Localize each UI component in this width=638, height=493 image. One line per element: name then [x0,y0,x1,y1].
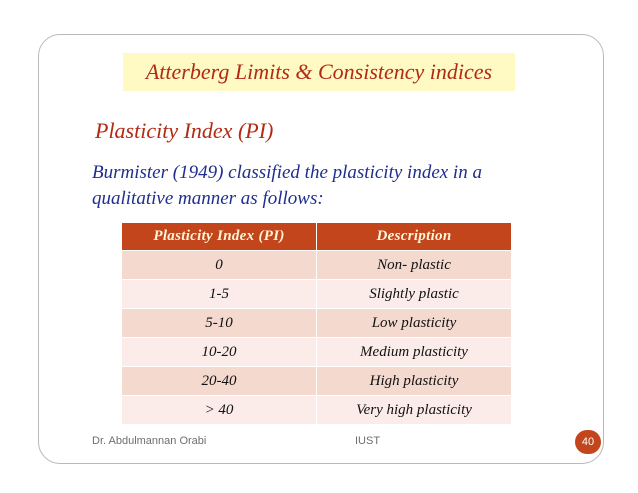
description-cell: Non- plastic [317,251,512,280]
plasticity-table [122,223,511,424]
pi-value-cell: 0 [122,251,317,280]
intro-paragraph [92,160,552,212]
footer-institution: IUST [355,435,381,447]
description-cell: Slightly plastic [317,280,512,309]
pi-value-cell: > 40 [122,396,317,425]
pi-value-cell: 10-20 [122,338,317,367]
page-number: 40 [581,436,595,448]
slide-title: Atterberg Limits & Consistency indices [145,59,493,84]
intro-line-1: Burmister (1949) classified the plasticity index in a [92,162,482,183]
page-number-badge [575,430,601,454]
footer-author: Dr. Abdulmannan Orabi [92,435,207,447]
header-description: Description [317,223,512,251]
description-cell: Medium plasticity [317,338,512,367]
title-box [123,53,515,91]
table-row [122,280,511,309]
description-cell: Low plasticity [317,309,512,338]
intro-line-2: qualitative manner as follows: [92,188,324,209]
description-cell: Very high plasticity [317,396,512,425]
table-header-row [122,223,511,251]
pi-value-cell: 20-40 [122,367,317,396]
table-row [122,367,511,396]
header-plasticity-index: Plasticity Index (PI) [122,223,317,251]
description-cell: High plasticity [317,367,512,396]
slide-subtitle: Plasticity Index (PI) [95,118,274,143]
table-row [122,309,511,338]
pi-value-cell: 1-5 [122,280,317,309]
table-row [122,338,511,367]
table-row [122,251,511,280]
pi-value-cell: 5-10 [122,309,317,338]
table-row [122,396,511,425]
